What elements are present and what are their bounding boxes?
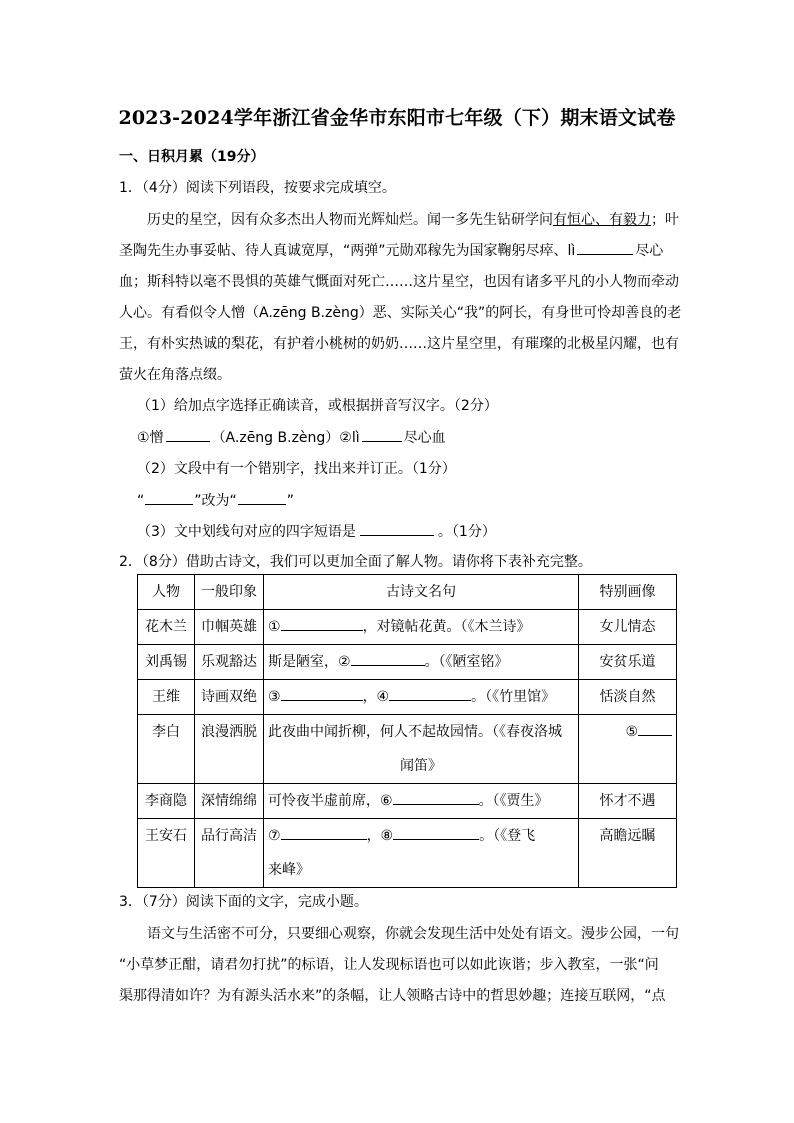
answer-blank[interactable] — [393, 790, 479, 805]
q1-paragraph-line: 王，有朴实热诚的梨花，有护着小桃树的奶奶……这片星空里，有璀璨的北极星闪耀，也有 — [119, 336, 679, 352]
q1-paragraph-line: 萤火在角落点缀。 — [119, 367, 231, 383]
q1-paragraph-line: 圣陶先生办事妥帖、待人真诚宽厚，“两弹”元勋邓稼先为国家鞠躬尽瘁、lì 尽心 — [119, 240, 663, 260]
quote-cell: 可怜夜半虚前席，⑥ 。（《贾生》 — [264, 784, 579, 819]
person-cell: 李商隐 — [138, 784, 195, 819]
answer-blank[interactable] — [145, 490, 193, 505]
q3-paragraph-line: 渠那得清如许？为有源头活水来”的条幅，让人领略古诗中的哲思妙趣；连接互联网，“点 — [119, 988, 666, 1004]
answer-blank[interactable] — [360, 521, 434, 536]
quote-cell: 斯是陋室，② 。（《陋室铭》 — [264, 645, 579, 680]
answer-blank[interactable] — [238, 490, 286, 505]
underlined-phrase: 有恒心、有毅力 — [553, 212, 651, 228]
sub-question-1-answers: ①憎 （A.zēng B.zèng）②lì 尽心血 — [137, 427, 446, 447]
portrait-cell: 高瞻远瞩 — [579, 819, 677, 888]
person-cell: 刘禹锡 — [138, 645, 195, 680]
sub-question-1: （1）给加点字选择正确读音，或根据拼音写汉字。（2分） — [137, 398, 498, 414]
impression-cell: 品行高洁 — [195, 819, 264, 888]
table-header-cell: 人物 — [138, 575, 195, 610]
quote-cell: ① ，对镜帖花黄。（《木兰诗》 — [264, 610, 579, 645]
person-cell: 王维 — [138, 680, 195, 715]
sub-question-3: （3）文中划线句对应的四字短语是 。（1分） — [137, 521, 496, 541]
answer-blank[interactable] — [166, 427, 210, 442]
sub-question-2: （2）文段中有一个错别字，找出来并订正。（1分） — [137, 461, 456, 477]
table-header-cell: 古诗文名句 — [264, 575, 579, 610]
portrait-cell: 恬淡自然 — [579, 680, 677, 715]
quote-cell: ⑦ ，⑧ 。（《登飞 来峰》 — [264, 819, 579, 888]
exam-title: 2023-2024学年浙江省金华市东阳市七年级（下）期末语文试卷 — [118, 107, 676, 129]
person-cell: 王安石 — [138, 819, 195, 888]
q3-paragraph-line: 语文与生活密不可分，只要细心观察，你就会发现生活中处处有语文。漫步公园，一句 — [147, 926, 679, 942]
question-2-heading: 2．（8分）借助古诗文，我们可以更加全面了解人物。请你将下表补充完整。 — [119, 554, 592, 570]
q1-paragraph-line: 历史的星空，因有众多杰出人物而光辉灿烂。闻一多先生钻研学问有恒心、有毅力；叶 — [147, 212, 679, 228]
question-1-heading: 1．（4分）阅读下列语段，按要求完成填空。 — [119, 180, 396, 196]
answer-blank[interactable] — [351, 651, 425, 666]
table-row — [138, 819, 677, 888]
impression-cell: 深情绵绵 — [195, 784, 264, 819]
quote-cell: 此夜曲中闻折柳，何人不起故园情。（《春夜洛城 闻笛》 — [264, 715, 579, 784]
question-3-heading: 3．（7分）阅读下面的文字，完成小题。 — [119, 894, 368, 910]
impression-cell: 巾帼英雄 — [195, 610, 264, 645]
quote-cell: ③ ，④ 。（《竹里馆》 — [264, 680, 579, 715]
answer-blank[interactable] — [389, 686, 471, 701]
table-row — [138, 680, 677, 715]
answer-blank[interactable] — [577, 240, 633, 255]
portrait-cell: 怀才不遇 — [579, 784, 677, 819]
table-header-cell: 特别画像 — [579, 575, 677, 610]
table-row — [138, 645, 677, 680]
answer-blank[interactable] — [393, 825, 479, 840]
portrait-cell: 安贫乐道 — [579, 645, 677, 680]
q1-paragraph-line: 人心。有看似令人憎（A.zēng B.zèng）恶、实际关心“我”的阿长，有身世可怜却善良的老 — [119, 305, 682, 321]
sub-question-2-answers: “ ”改为“ ” — [137, 490, 294, 510]
table-header-row — [138, 575, 677, 610]
impression-cell: 乐观豁达 — [195, 645, 264, 680]
person-cell: 花木兰 — [138, 610, 195, 645]
answer-blank[interactable] — [362, 427, 402, 442]
table-row — [138, 784, 677, 819]
poetry-table — [137, 574, 677, 888]
portrait-cell: ⑤ — [579, 715, 677, 784]
q1-paragraph-line: 血；斯科特以毫不畏惧的英雄气慨面对死亡……这片星空，也因有诸多平凡的小人物而牵动 — [119, 274, 679, 290]
answer-blank[interactable] — [281, 825, 367, 840]
answer-blank[interactable] — [638, 721, 672, 736]
person-cell: 李白 — [138, 715, 195, 784]
table-row — [138, 715, 677, 784]
section-heading: 一、日积月累（19分） — [119, 149, 265, 165]
answer-blank[interactable] — [281, 616, 363, 631]
answer-blank[interactable] — [281, 686, 363, 701]
q3-paragraph-line: “小草梦正酣，请君勿打扰”的标语，让人发现标语也可以如此诙谐；步入教室，一张“问 — [119, 957, 659, 973]
table-header-cell: 一般印象 — [195, 575, 264, 610]
table-row — [138, 610, 677, 645]
impression-cell: 诗画双绝 — [195, 680, 264, 715]
portrait-cell: 女儿情态 — [579, 610, 677, 645]
impression-cell: 浪漫洒脱 — [195, 715, 264, 784]
